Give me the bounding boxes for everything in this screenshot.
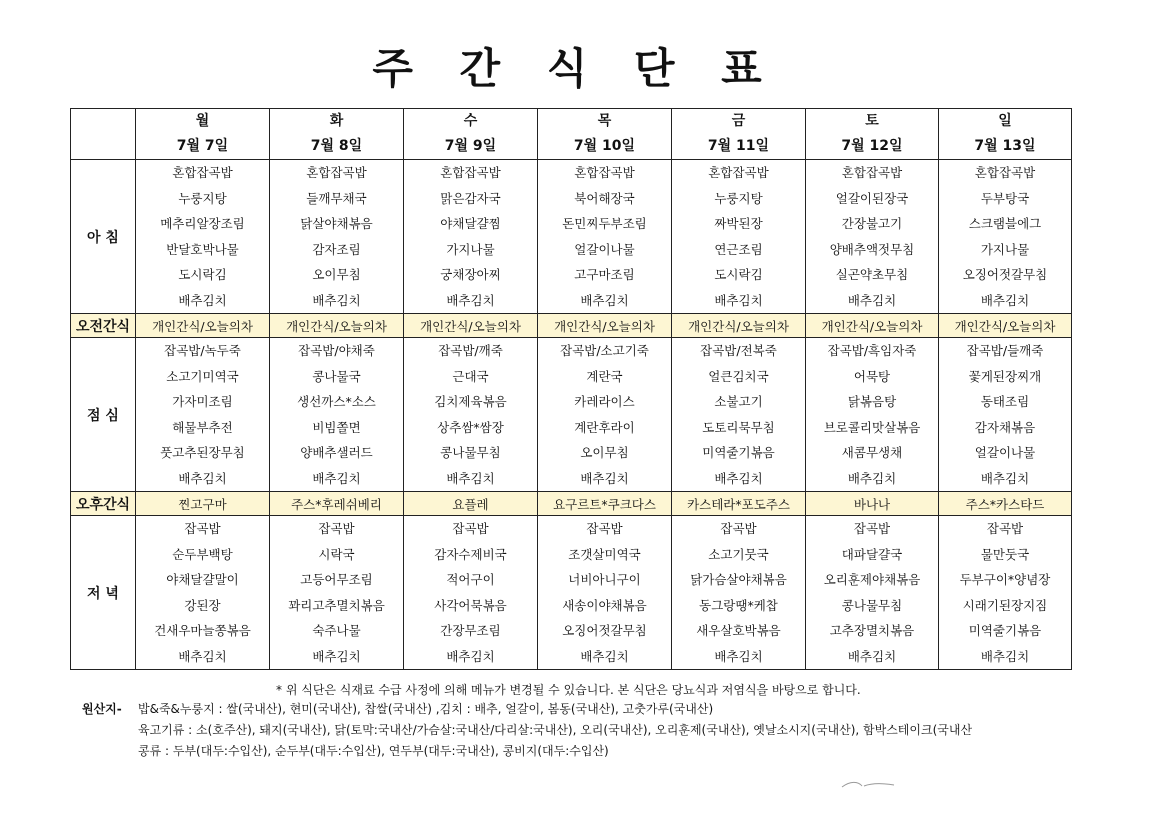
menu-item: 생선까스*소스 [297,394,376,409]
day-date: 7월 12일 [841,138,903,154]
menu-item: 잡곡밥/전복죽 [700,343,777,358]
day-date: 7월 8일 [310,138,363,154]
menu-item: 배추김치 [714,648,763,664]
menu-item: 강된장 [184,597,221,613]
menu-item: 잡곡밥 [986,521,1024,536]
menu-item: 도시락김 [714,267,763,282]
menu-item: 간장무조림 [440,623,501,638]
menu-item: 소고기미역국 [166,368,239,384]
menu-item: 배추김치 [446,470,495,486]
day-menu-cell [404,338,538,492]
day-header [404,109,538,160]
day-menu-cell [136,516,270,670]
menu-item: 잡곡밥 [318,521,355,536]
menu-item: 새송이야채볶음 [562,597,647,613]
day-menu-cell [939,160,1072,314]
snack-cell: 바나나 [806,492,939,516]
menu-item: 콩나물무침 [841,597,903,613]
day-header [939,109,1072,160]
day-menu-cell [270,160,404,314]
day-date: 7월 9일 [444,138,497,154]
menu-item: 조갯살미역국 [568,546,641,562]
snack-cell: 개인간식/오늘의차 [538,314,672,338]
day-of-week: 금 [731,113,746,129]
day-date: 7월 7일 [176,138,229,154]
menu-item: 상추쌈*쌈장 [437,419,504,435]
menu-item: 해물부추전 [172,419,233,435]
day-header [270,109,404,160]
day-date: 7월 10일 [573,138,636,154]
day-menu-cell [538,338,672,492]
menu-item: 사각어묵볶음 [434,597,507,613]
menu-item: 새콤무생채 [841,445,903,460]
snack-cell: 카스테라*포도주스 [672,492,806,516]
day-date: 7월 13일 [974,138,1036,154]
day-header [136,109,270,160]
day-of-week: 목 [597,113,612,129]
menu-item: 들깨무채국 [306,190,367,206]
menu-item: 배추김치 [847,292,897,308]
menu-item: 너비아니구이 [568,572,641,587]
menu-item: 배추김치 [580,470,629,486]
day-menu-cell [939,516,1072,670]
menu-item: 배추김치 [178,648,227,664]
menu-item: 실곤약초무침 [835,267,909,282]
menu-item: 고등어무조림 [300,572,373,587]
day-header [538,109,672,160]
menu-item: 배추김치 [980,292,1030,308]
menu-item: 두부구이*양념장 [959,572,1051,587]
menu-item: 혼합잡곡밥 [974,165,1036,180]
snack-cell: 개인간식/오늘의차 [270,314,404,338]
menu-item: 배추김치 [312,648,361,664]
origin-beans: 콩류 : 두부(대두:수입산), 순두부(대두:수입산), 연두부(대두:국내산), 콩비지(대두:수입산) [138,744,609,758]
snack-cell: 개인간식/오늘의차 [404,314,538,338]
meal-row-pm-snack [71,492,1072,516]
menu-item: 혼합잡곡밥 [841,165,903,180]
menu-item: 소고기뭇국 [708,546,769,562]
menu-item: 감자채볶음 [974,419,1036,435]
menu-item: 동그랑땡*케찹 [699,597,778,613]
meal-row-am-snack [71,314,1072,338]
meal-row-dinner [71,516,1072,670]
menu-item: 오리훈제야채볶음 [823,572,921,587]
weekly-menu-table [70,108,1072,670]
menu-item: 물만둣국 [980,546,1030,562]
day-menu-cell [672,160,806,314]
day-menu-cell [404,160,538,314]
menu-item: 배추김치 [312,292,361,308]
day-menu-cell [538,160,672,314]
menu-item: 고추장멸치볶음 [829,623,915,638]
menu-item: 잡곡밥 [586,521,623,536]
menu-item: 적어구이 [446,572,495,587]
day-menu-cell [939,338,1072,492]
menu-item: 메추리알장조림 [160,216,245,231]
menu-item: 꽃게된장찌개 [968,368,1042,384]
day-menu-cell [270,516,404,670]
day-menu-cell [538,516,672,670]
day-menu-cell [806,160,939,314]
menu-item: 두부탕국 [980,190,1030,206]
menu-item: 대파달걀국 [841,546,903,562]
meal-row-lunch [71,338,1072,492]
menu-item: 돈민찌두부조림 [562,216,647,231]
menu-item: 북어해장국 [574,190,635,206]
menu-item: 혼합잡곡밥 [708,165,769,180]
menu-item: 배추김치 [312,470,361,486]
menu-item: 배추김치 [714,470,763,486]
menu-item: 짜박된장 [714,216,763,231]
origin-meat: 육고기류 : 소(호주산), 돼지(국내산), 닭(토막:국내산/가슴살:국내산/다리살:국내산), 오리(국내산), 오리훈제(국내산), 옛날소시지(국내산), 함박스테이크(국내산 [138,723,973,737]
day-menu-cell [136,338,270,492]
menu-item: 닭살야채볶음 [300,216,373,231]
meal-label: 저 녁 [71,516,136,670]
meal-label: 아 침 [71,160,136,314]
menu-item: 도시락김 [178,267,227,282]
menu-item: 혼합잡곡밥 [440,165,501,180]
menu-item: 잡곡밥/녹두죽 [164,343,241,358]
menu-item: 혼합잡곡밥 [306,165,367,180]
meal-label: 오후간식 [71,492,136,516]
menu-item: 배추김치 [714,292,763,308]
menu-item: 양배추샐러드 [300,445,373,460]
snack-cell: 개인간식/오늘의차 [939,314,1072,338]
day-menu-cell [136,160,270,314]
menu-item: 오징어젓갈무침 [562,623,647,638]
meal-label: 오전간식 [71,314,136,338]
day-of-week: 수 [463,113,478,129]
menu-item: 잡곡밥/야채죽 [298,343,375,358]
menu-item: 고구마조림 [574,267,635,282]
day-menu-cell [270,338,404,492]
menu-item: 콩나물무침 [440,445,501,460]
menu-item: 감자수제비국 [434,546,507,562]
menu-item: 동태조림 [980,394,1030,409]
snack-cell: 개인간식/오늘의차 [672,314,806,338]
snack-cell: 요플레 [404,492,538,516]
menu-item: 콩나물국 [312,368,361,384]
day-of-week: 일 [998,113,1012,129]
menu-item: 배추김치 [446,648,495,664]
menu-item: 풋고추된장무침 [160,445,245,460]
menu-item: 브로콜리맛살볶음 [823,419,921,435]
day-date: 7월 11일 [707,138,770,154]
pen-scribble [838,778,898,792]
menu-item: 카레라이스 [574,394,635,409]
menu-item: 감자조림 [312,241,361,257]
menu-item: 혼합잡곡밥 [172,165,233,180]
snack-cell: 주스*카스타드 [939,492,1072,516]
snack-cell: 개인간식/오늘의차 [806,314,939,338]
menu-item: 계란후라이 [574,419,635,435]
corner-cell [71,109,136,160]
day-menu-cell [672,338,806,492]
page-title: 주 간 식 단 표 [372,44,778,93]
menu-item: 도토리묵무침 [702,419,775,435]
menu-item: 배추김치 [580,648,629,664]
meal-label: 점 심 [71,338,136,492]
menu-item: 닭가슴살야채볶음 [690,572,787,587]
menu-item: 소불고기 [714,394,763,409]
menu-item: 배추김치 [847,648,897,664]
menu-item: 궁채장아찌 [440,267,501,282]
day-menu-cell [672,516,806,670]
day-menu-cell [806,338,939,492]
menu-item: 얼큰김치국 [708,368,769,384]
day-of-week: 토 [865,113,879,129]
snack-cell: 찐고구마 [136,492,270,516]
header-row [71,109,1072,160]
menu-item: 비빔쫄면 [312,419,361,435]
menu-item: 시락국 [318,546,355,562]
menu-item: 꽈리고추멸치볶음 [288,597,385,613]
day-header [806,109,939,160]
menu-item: 가지나물 [446,241,495,257]
menu-item: 가자미조림 [172,394,233,409]
menu-item: 얼갈이나물 [974,445,1036,460]
menu-item: 오이무침 [580,445,629,460]
menu-item: 건새우마늘쫑볶음 [154,623,251,638]
day-of-week: 화 [329,113,344,129]
menu-item: 잡곡밥/소고기죽 [560,343,649,358]
menu-item: 미역줄기볶음 [968,623,1042,638]
snack-cell: 개인간식/오늘의차 [136,314,270,338]
menu-item: 잡곡밥/들깨죽 [966,343,1044,358]
menu-item: 얼갈이나물 [574,241,635,257]
menu-item: 반달호박나물 [166,241,239,257]
menu-item: 야채달걀찜 [440,216,501,231]
menu-item: 잡곡밥 [452,521,489,536]
menu-item: 배추김치 [446,292,495,308]
menu-item: 배추김치 [580,292,629,308]
menu-item: 배추김치 [980,470,1030,486]
menu-item: 잡곡밥/깨죽 [438,343,503,358]
menu-item: 맑은감자국 [440,190,501,206]
menu-item: 가지나물 [980,241,1030,257]
meal-row-breakfast [71,160,1072,314]
menu-item: 미역줄기볶음 [702,445,775,460]
menu-item: 얼갈이된장국 [835,190,909,206]
menu-item: 스크램블에그 [968,216,1042,231]
menu-item: 오징어젓갈무침 [962,267,1048,282]
menu-item: 숙주나물 [312,623,361,638]
origin-label: 원산지- [82,702,122,716]
menu-item: 잡곡밥 [720,521,757,536]
menu-item: 닭볶음탕 [847,394,897,409]
menu-item: 계란국 [586,368,623,384]
menu-item: 혼합잡곡밥 [574,165,635,180]
menu-item: 새우살호박볶음 [696,623,781,638]
menu-item: 순두부백탕 [172,546,233,562]
menu-item: 배추김치 [847,470,897,486]
menu-item: 배추김치 [980,648,1030,664]
menu-item: 간장불고기 [841,216,903,231]
menu-item: 양배추액젓무침 [829,241,915,257]
snack-cell: 요구르트*쿠크다스 [538,492,672,516]
day-of-week: 월 [195,113,210,129]
menu-item: 배추김치 [178,470,227,486]
menu-item: 야채달걀말이 [166,572,239,587]
menu-item: 어묵탕 [853,368,891,384]
menu-item: 잡곡밥/흑임자죽 [827,343,917,358]
menu-item: 오이무침 [312,267,361,282]
origin-rice-kimchi: 밥&죽&누룽지 : 쌀(국내산), 현미(국내산), 찹쌀(국내산) ,김치 : 배추, 얼갈이, 봄동(국내산), 고춧가루(국내산) [138,702,714,716]
menu-item: 누룽지탕 [714,190,763,206]
menu-item: 연근조림 [714,241,763,257]
day-menu-cell [404,516,538,670]
menu-item: 근대국 [452,368,489,384]
menu-change-note: * 위 식단은 식재료 수급 사정에 의해 메뉴가 변경될 수 있습니다. 본 식단은 당뇨식과 저염식을 바탕으로 합니다. [276,683,861,697]
menu-item: 잡곡밥 [853,521,891,536]
snack-cell: 주스*후레쉬베리 [270,492,404,516]
menu-item: 배추김치 [178,292,227,308]
day-menu-cell [806,516,939,670]
menu-item: 누룽지탕 [178,190,227,206]
menu-item: 김치제육볶음 [434,394,507,409]
menu-item: 시래기된장지짐 [962,597,1048,613]
menu-item: 잡곡밥 [184,521,221,536]
day-header [672,109,806,160]
